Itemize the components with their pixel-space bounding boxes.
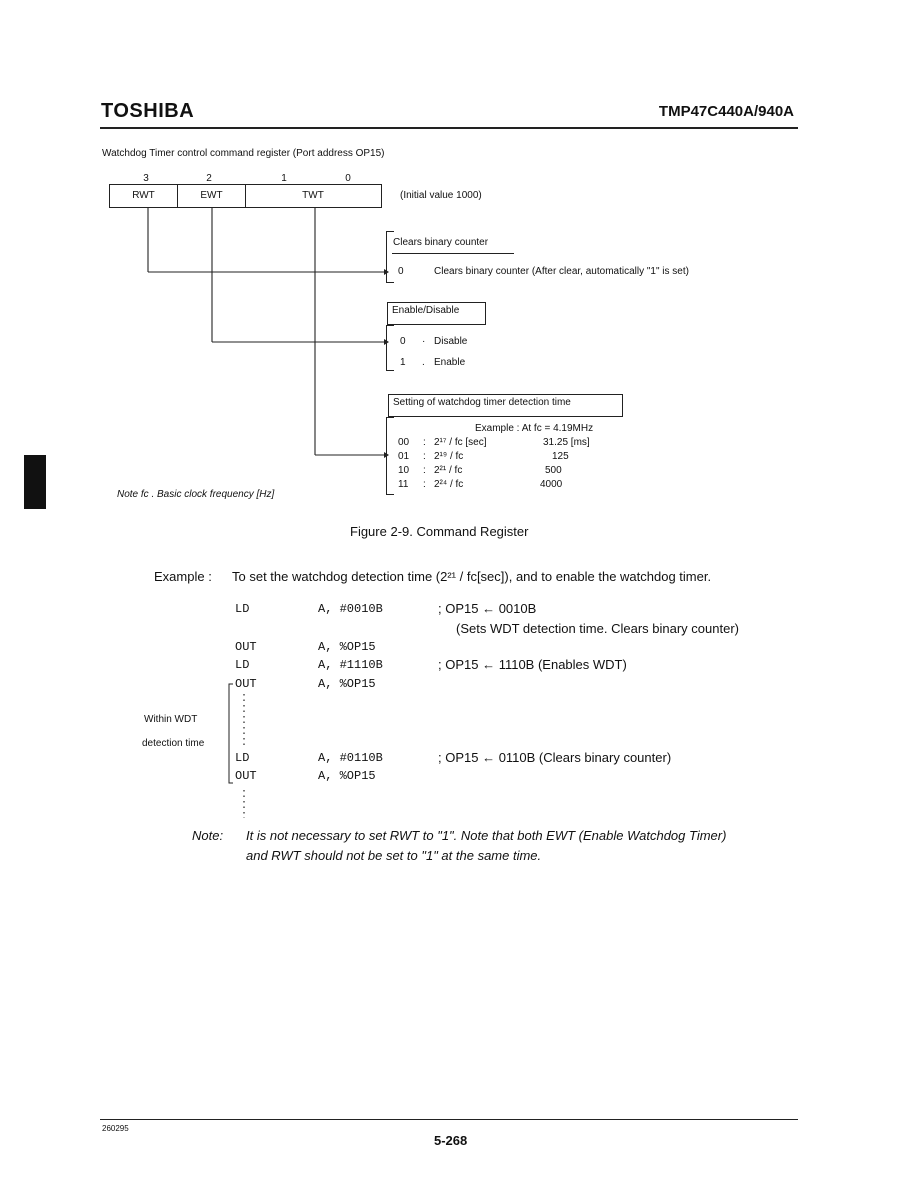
code-line-6-comment: ; OP15 ← 0110B (Clears binary counter) — [438, 750, 672, 765]
figure-caption: Figure 2-9. Command Register — [350, 524, 529, 539]
enable-row-0-desc: Disable — [434, 336, 468, 347]
bit-number-2: 2 — [206, 173, 212, 184]
clear-row-desc: Clears binary counter (After clear, automatically "1" is set) — [434, 266, 689, 277]
code-line-4-arg: A, #1110B — [318, 658, 383, 672]
note-line-2: and RWT should not be set to "1" at the same time. — [246, 848, 542, 863]
page-number: 5-268 — [434, 1133, 468, 1148]
code-line-4-op: LD — [235, 658, 250, 672]
time-row-3-value: 4000 — [540, 479, 563, 490]
code-line-3-arg: A, %OP15 — [318, 640, 376, 654]
register-title: Watchdog Timer control command register (Port address OP15) — [102, 148, 385, 159]
time-row-2-value: 500 — [545, 465, 562, 476]
time-row-3-formula: 2²⁴ / fc — [434, 479, 464, 490]
bit-number-1: 1 — [281, 173, 287, 184]
code-line-2-comment: (Sets WDT detection time. Clears binary counter) — [456, 621, 739, 636]
brand-logo: TOSHIBA — [101, 100, 195, 122]
code-line-1-op: LD — [235, 602, 250, 616]
code-line-7-arg: A, %OP15 — [318, 769, 376, 783]
code-line-3-op: OUT — [235, 640, 257, 654]
time-row-1-formula: 2¹⁹ / fc — [434, 451, 464, 462]
example-label: Example : — [154, 569, 212, 584]
time-row-1-code: 01 — [398, 451, 410, 462]
enable-row-0-sep: · — [422, 336, 426, 347]
code-line-6-op: LD — [235, 751, 250, 765]
enable-row-1-code: 1 — [400, 357, 406, 368]
footer-rule — [100, 1119, 798, 1120]
time-row-0-colon: : — [423, 437, 426, 448]
time-row-3-colon: : — [423, 479, 426, 490]
field-twt: TWT — [302, 190, 324, 201]
clear-row-code: 0 — [398, 266, 404, 277]
time-row-0-code: 00 — [398, 437, 410, 448]
time-row-2-colon: : — [423, 465, 426, 476]
within-wdt-label: Within WDT — [144, 714, 198, 725]
code-line-1-comment: ; OP15 ← 0010B — [438, 601, 537, 616]
time-row-1-value: 125 — [552, 451, 569, 462]
time-row-2-code: 10 — [398, 465, 410, 476]
code-line-5-arg: A, %OP15 — [318, 677, 376, 691]
part-number: TMP47C440A/940A — [658, 103, 794, 120]
code-line-1-arg: A, #0010B — [318, 602, 383, 616]
example-text: To set the watchdog detection time (2²¹ / fc[sec]), and to enable the watchdog timer. — [232, 569, 712, 584]
enable-row-1-desc: Enable — [434, 357, 466, 368]
field-ewt: EWT — [178, 185, 246, 207]
enable-row-1-sep: . — [422, 357, 425, 368]
detection-time-label: detection time — [142, 738, 205, 749]
time-example: Example : At fc = 4.19MHz — [475, 423, 594, 434]
code-line-4-comment: ; OP15 ← 1110B (Enables WDT) — [438, 657, 627, 672]
time-row-0-formula: 2¹⁷ / fc [sec] — [434, 437, 487, 448]
time-header: Setting of watchdog timer detection time — [393, 397, 571, 408]
time-row-3-code: 11 — [398, 479, 409, 490]
footer-doc-id: 260295 — [102, 1124, 129, 1133]
bit-number-3: 3 — [143, 173, 149, 184]
note-label: Note: — [192, 828, 224, 843]
code-line-7-op: OUT — [235, 769, 257, 783]
time-row-0-value: 31.25 [ms] — [543, 437, 590, 448]
code-line-6-arg: A, #0110B — [318, 751, 383, 765]
figure-note: Note fc . Basic clock frequency [Hz] — [117, 489, 275, 500]
clear-header: Clears binary counter — [393, 237, 489, 248]
bit-number-0: 0 — [345, 173, 351, 184]
enable-header: Enable/Disable — [392, 305, 460, 316]
enable-row-0-code: 0 — [400, 336, 406, 347]
initial-value: (Initial value 1000) — [400, 190, 482, 201]
time-row-2-formula: 2²¹ / fc — [434, 465, 463, 476]
note-line-1: It is not necessary to set RWT to "1". Note that both EWT (Enable Watchdog Timer) — [246, 828, 727, 843]
field-rwt: RWT — [110, 185, 178, 207]
time-row-1-colon: : — [423, 451, 426, 462]
code-line-5-op: OUT — [235, 677, 257, 691]
